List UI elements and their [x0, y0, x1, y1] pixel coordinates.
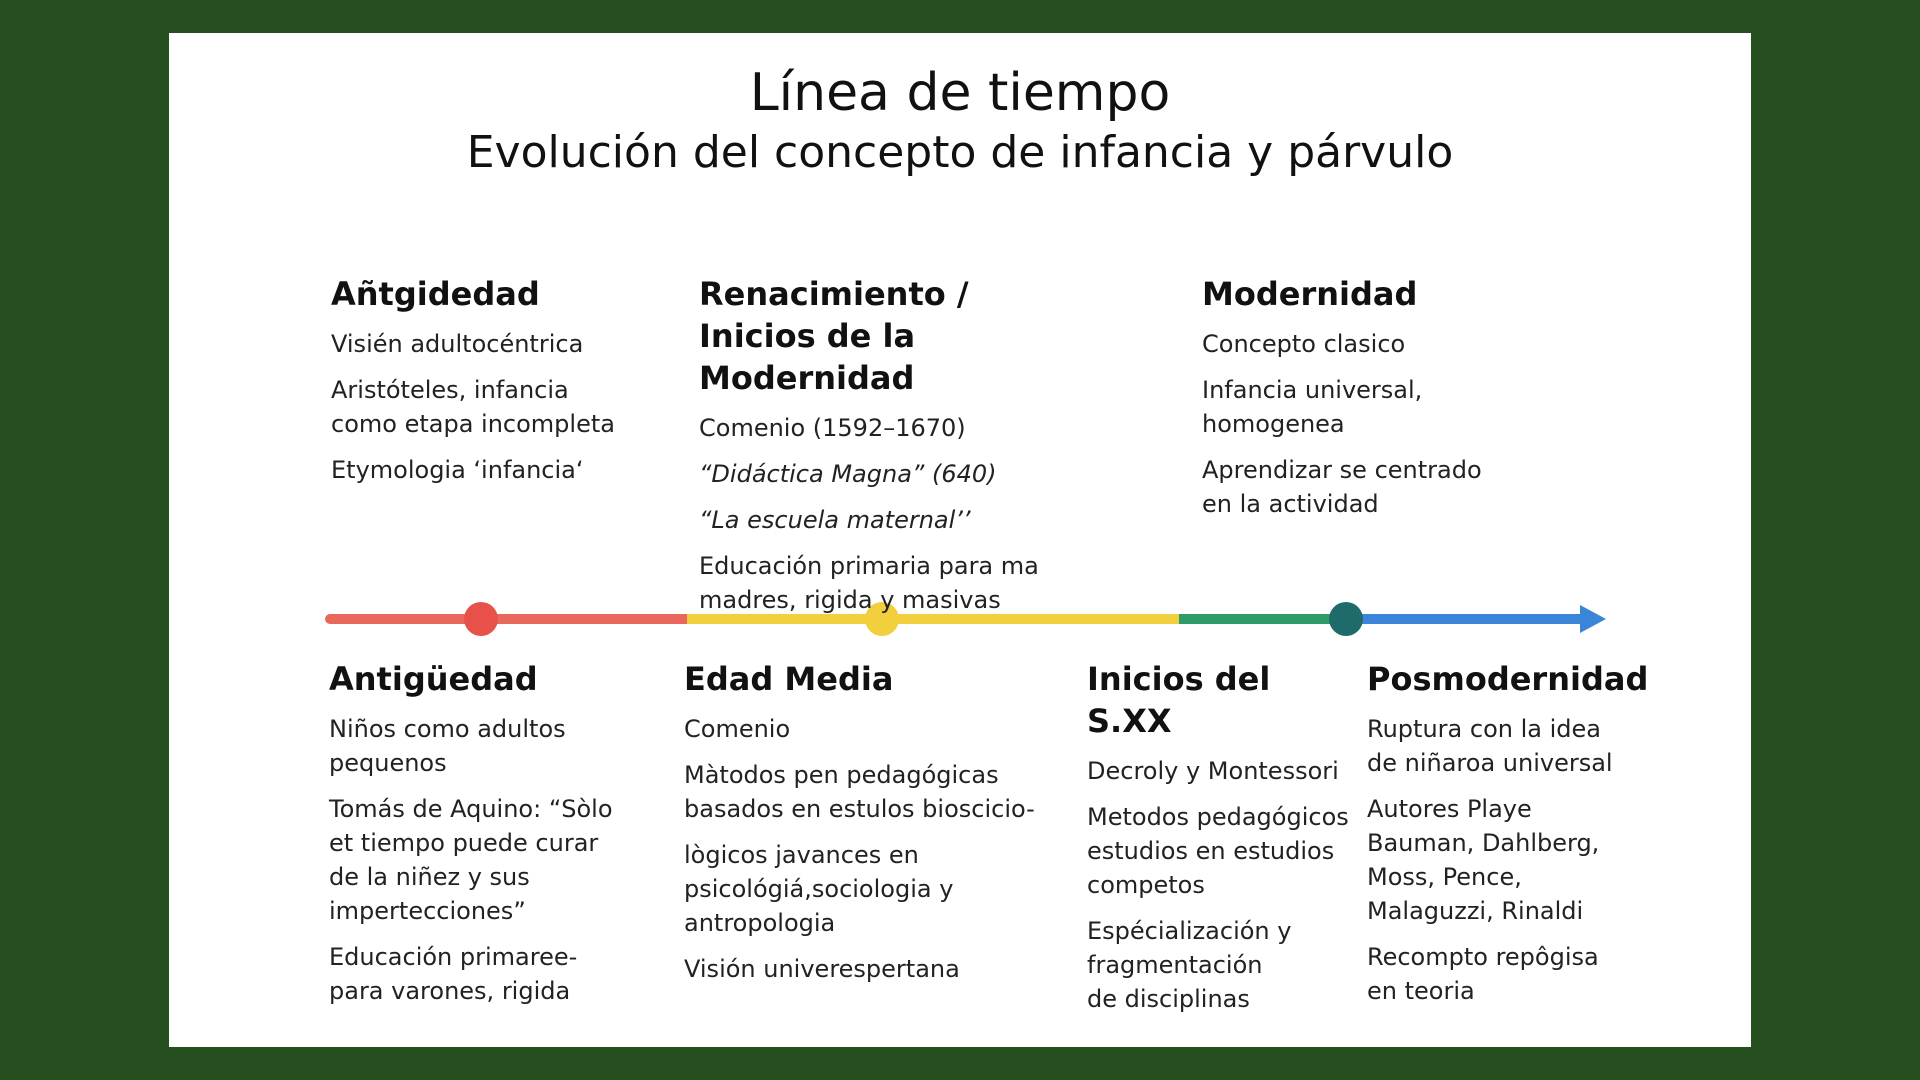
- list-item: Educación primaria para ma madres, rigida y masivas: [699, 552, 1039, 614]
- bottom-section-antiguedad: [329, 658, 659, 1008]
- list-item: lògicos javances en psicológiá,sociologia y antropologia: [684, 841, 954, 937]
- list-item: Etymologia ‘infancia‘: [331, 456, 584, 484]
- page-title: Línea de tiempo: [749, 63, 1171, 123]
- section-heading: Edad Media: [684, 660, 894, 698]
- list-item: Comenio: [684, 715, 791, 743]
- timeline-marker: [1329, 602, 1363, 636]
- item-list: [329, 712, 659, 1008]
- list-item: Aristóteles, infancia como etapa incompleta: [331, 376, 615, 438]
- item-list: [1367, 712, 1667, 1008]
- list-item: Educación primaree- para varones, rigida: [329, 943, 578, 1005]
- section-heading: Añtgidedad: [331, 275, 540, 313]
- list-item: “Didáctica Magna” (640): [699, 460, 997, 488]
- list-item: Recompto repôgisa en teoria: [1367, 943, 1599, 1005]
- item-list: [1202, 327, 1542, 521]
- item-list: [699, 411, 1139, 617]
- list-item: Niños como adultos pequenos: [329, 715, 566, 777]
- list-item: Infancia universal, homogenea: [1202, 376, 1423, 438]
- bottom-section-inicios-sxx: [1087, 658, 1357, 1016]
- top-section-modernidad: [1202, 273, 1542, 521]
- list-item: Visión univerespertana: [684, 955, 960, 983]
- list-item: Autores Playe Bauman, Dahlberg, Moss, Pence, Malaguzzi, Rinaldi: [1367, 795, 1600, 925]
- item-list: [331, 327, 671, 487]
- item-list: [684, 712, 1074, 986]
- timeline-marker: [464, 602, 498, 636]
- page-subtitle: Evolución del concepto de infancia y párvulo: [466, 127, 1454, 178]
- top-section-antiguedad: [331, 273, 671, 487]
- list-item: Concepto clasico: [1202, 330, 1406, 358]
- section-heading: Posmodernidad: [1367, 660, 1649, 698]
- list-item: “La escuela maternal’’: [699, 506, 971, 534]
- item-list: [1087, 754, 1357, 1016]
- list-item: Tomás de Aquino: “Sòlo et tiempo puede curar de la niñez y sus impertecciones”: [329, 795, 613, 925]
- slide: [169, 33, 1751, 1047]
- list-item: Comenio (1592–1670): [699, 414, 966, 442]
- bottom-section-posmodernidad: [1367, 658, 1667, 1008]
- section-heading: Modernidad: [1202, 275, 1418, 313]
- timeline-arrow-icon: [1580, 605, 1606, 633]
- list-item: Ruptura con la idea de niñaroa universal: [1367, 715, 1613, 777]
- list-item: Visién adultocéntrica: [331, 330, 584, 358]
- list-item: Metodos pedagógicos estudios en estudios competos: [1087, 803, 1349, 899]
- section-heading: Renacimiento / Inicios de la Modernidad: [699, 275, 969, 397]
- section-heading: Inicios del S.XX: [1087, 660, 1271, 740]
- top-section-renacimiento: [699, 273, 1139, 617]
- list-item: Espécialización y fragmentación de disciplinas: [1087, 917, 1292, 1013]
- list-item: Aprendizar se centrado en la actividad: [1202, 456, 1482, 518]
- section-heading: Antigüedad: [329, 660, 538, 698]
- bottom-section-edad-media: [684, 658, 1074, 986]
- list-item: Decroly y Montessori: [1087, 757, 1339, 785]
- list-item: Màtodos pen pedagógicas basados en estulos bioscicio-: [684, 761, 1035, 823]
